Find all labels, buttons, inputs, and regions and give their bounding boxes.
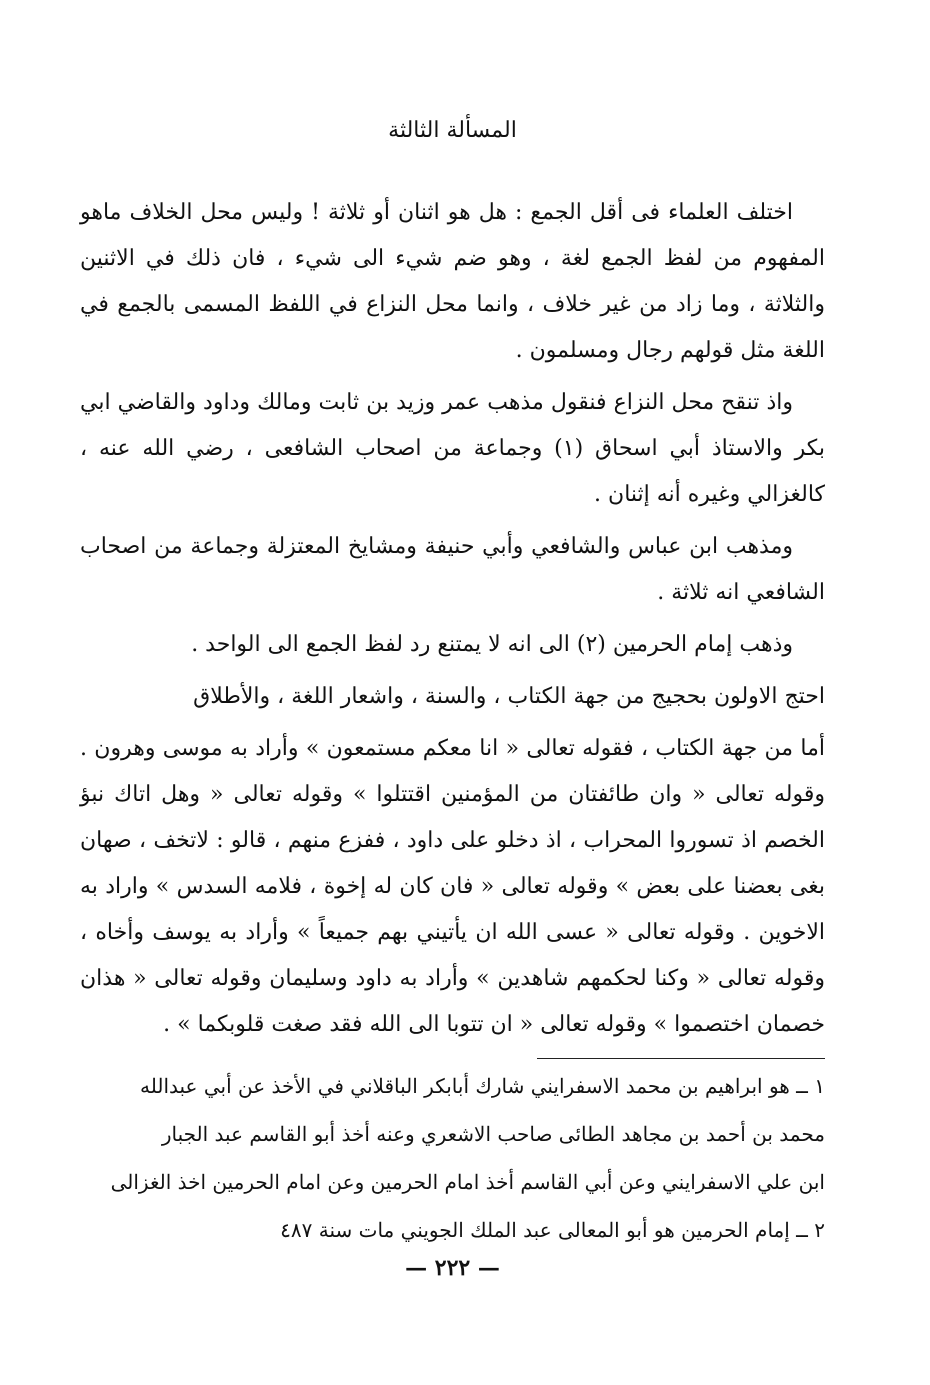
paragraph-4: وذهب إمام الحرمين (٢) الى انه لا يمتنع رد لفظ الجمع الى الواحد . — [191, 632, 793, 657]
footnote-line-1: ١ ــ هو ابراهيم بن محمد الاسفرايني شارك أبابكر الباقلاني في الأخذ عن أبي عبدالله — [140, 1074, 825, 1098]
paragraph-1: اختلف العلماء فى أقل الجمع : هل هو اثنان أو ثلاثة ! وليس محل الخلاف ماهو المفهوم من لفظ الجمع لغة ، وهو ضم شيء الى شيء ، فان ذلك في الاثنين والثلاثة ، وما زاد من غير خلاف ، وانما محل النزاع في اللفظ المسمى بالجمع في اللغة مثل قولهم رجال ومسلمون . — [80, 200, 825, 363]
footnotes — [80, 1062, 825, 1254]
footnote-line-3: ابن علي الاسفرايني وعن أبي القاسم أخذ امام الحرمين وعن امام الحرمين اخذ الغزالى — [110, 1170, 825, 1194]
footnote-line-4: ٢ ــ إمام الحرمين هو أبو المعالى عبد الملك الجويني مات سنة ٤٨٧ — [280, 1218, 825, 1242]
page-number: — ٢٢٢ — — [405, 1255, 500, 1281]
paragraph-5: احتج الاولون بحجيج من جهة الكتاب ، والسنة ، واشعار اللغة ، والأطلاق — [193, 684, 825, 709]
footnote-divider — [537, 1058, 825, 1059]
paragraph-2: واذ تنقح محل النزاع فنقول مذهب عمر وزيد بن ثابت ومالك وداود والقاضي ابي بكر والاستاذ أبي اسحاق (١) وجماعة من اصحاب الشافعى ، رضي الله عنه ، كالغزالي وغيره أنه إثنان . — [80, 390, 826, 507]
paragraph-6: أما من جهة الكتاب ، فقوله تعالى « انا معكم مستمعون » وأراد به موسى وهرون . وقوله تعالى « وان طائفتان من المؤمنين اقتتلوا » وقوله تعالى « وهل اتاك نبؤ الخصم اذ تسوروا المحراب ، اذ دخلو على داود ، ففزع منهم ، قالو : لاتخف ، صهان بغى بعضنا على بعض » وقوله تعالى « فان كان له إخوة ، فلامه السدس » واراد به الاخوين . وقوله تعالى « عسى الله ان يأتيني بهم جميعاً » وأراد به يوسف وأخاه ، وقوله تعالى « وكنا لحكمهم شاهدين » وأراد به داود وسليمان وقوله تعالى « هذان خصمان اختصموا » وقوله تعالى « ان تتوبا الى الله فقد صغت قلوبكما » . — [80, 736, 825, 1037]
book-page — [80, 0, 825, 1385]
footnote-line-2: محمد بن أحمد بن مجاهد الطائى صاحب الاشعري وعنه أخذ أبو القاسم عبد الجبار — [161, 1122, 825, 1146]
paragraph-3: ومذهب ابن عباس والشافعي وأبي حنيفة ومشايخ المعتزلة وجماعة من اصحاب الشافعي انه ثلاثة . — [80, 534, 825, 605]
main-text — [80, 190, 825, 1054]
section-heading: المسألة الثالثة — [388, 118, 517, 143]
